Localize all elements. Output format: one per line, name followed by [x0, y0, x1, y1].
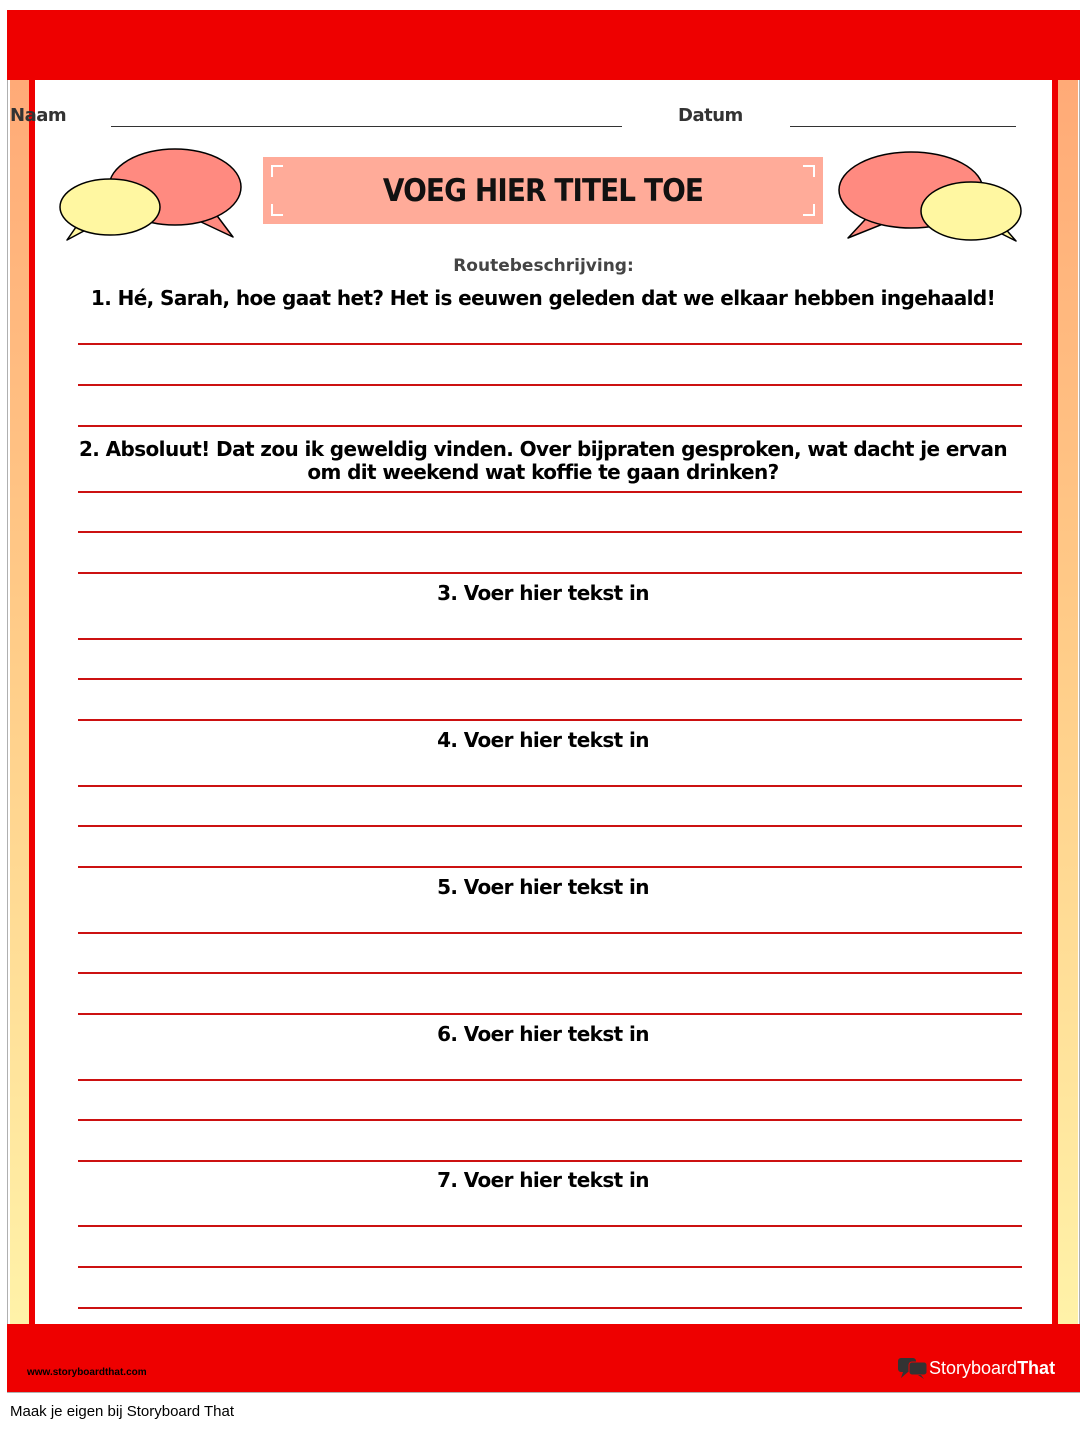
answer-line[interactable] — [78, 343, 1022, 345]
storyboardthat-logo-icon — [897, 1356, 929, 1380]
right-gradient-border — [1058, 80, 1078, 1324]
question-2[interactable]: 2. Absoluut! Dat zou ik geweldig vinden. Over bijpraten gesproken, wat dacht je ervan om dit weekend wat koffie te gaan drinken? — [78, 437, 1008, 484]
answer-line[interactable] — [78, 785, 1022, 787]
left-gradient-border — [10, 80, 30, 1324]
date-label: Datum — [678, 105, 743, 126]
answer-line[interactable] — [78, 678, 1022, 680]
answer-line[interactable] — [78, 825, 1022, 827]
answer-line[interactable] — [78, 1266, 1022, 1268]
answer-line[interactable] — [78, 491, 1022, 493]
question-6[interactable]: 6. Voer hier tekst in — [437, 1022, 649, 1046]
answer-line[interactable] — [78, 932, 1022, 934]
footer-url[interactable]: www.storyboardthat.com — [27, 1367, 147, 1378]
answer-line[interactable] — [78, 572, 1022, 574]
top-band — [7, 10, 1080, 80]
answer-line[interactable] — [78, 1079, 1022, 1081]
made-with-link[interactable]: Maak je eigen bij Storyboard That — [10, 1403, 235, 1420]
question-4[interactable]: 4. Voer hier tekst in — [437, 728, 649, 752]
speech-bubbles-icon — [55, 145, 250, 245]
answer-line[interactable] — [78, 866, 1022, 868]
title-box — [263, 157, 823, 224]
right-red-rail — [1052, 80, 1058, 1324]
answer-line[interactable] — [78, 425, 1022, 427]
question-1[interactable]: 1. Hé, Sarah, hoe gaat het? Het is eeuwen geleden dat we elkaar hebben ingehaald! — [90, 286, 996, 310]
name-label: Naam — [10, 105, 67, 126]
question-3[interactable]: 3. Voer hier tekst in — [437, 581, 649, 605]
question-5[interactable]: 5. Voer hier tekst in — [437, 875, 649, 899]
speech-bubbles-icon — [836, 148, 1026, 243]
question-7[interactable]: 7. Voer hier tekst in — [437, 1168, 649, 1192]
answer-line[interactable] — [78, 1225, 1022, 1227]
brand-logo[interactable] — [897, 1356, 1055, 1380]
worksheet-title[interactable]: VOEG HIER TITEL TOE — [382, 172, 704, 209]
answer-line[interactable] — [78, 1119, 1022, 1121]
instructions-label: Routebeschrijving: — [453, 256, 634, 276]
answer-line[interactable] — [78, 1307, 1022, 1309]
brand-name: StoryboardThat — [929, 1357, 1056, 1378]
name-field-line[interactable] — [111, 126, 622, 127]
date-field-line[interactable] — [790, 126, 1016, 127]
answer-line[interactable] — [78, 638, 1022, 640]
answer-line[interactable] — [78, 1013, 1022, 1015]
answer-line[interactable] — [78, 1160, 1022, 1162]
answer-line[interactable] — [78, 384, 1022, 386]
answer-line[interactable] — [78, 719, 1022, 721]
answer-line[interactable] — [78, 531, 1022, 533]
answer-line[interactable] — [78, 972, 1022, 974]
